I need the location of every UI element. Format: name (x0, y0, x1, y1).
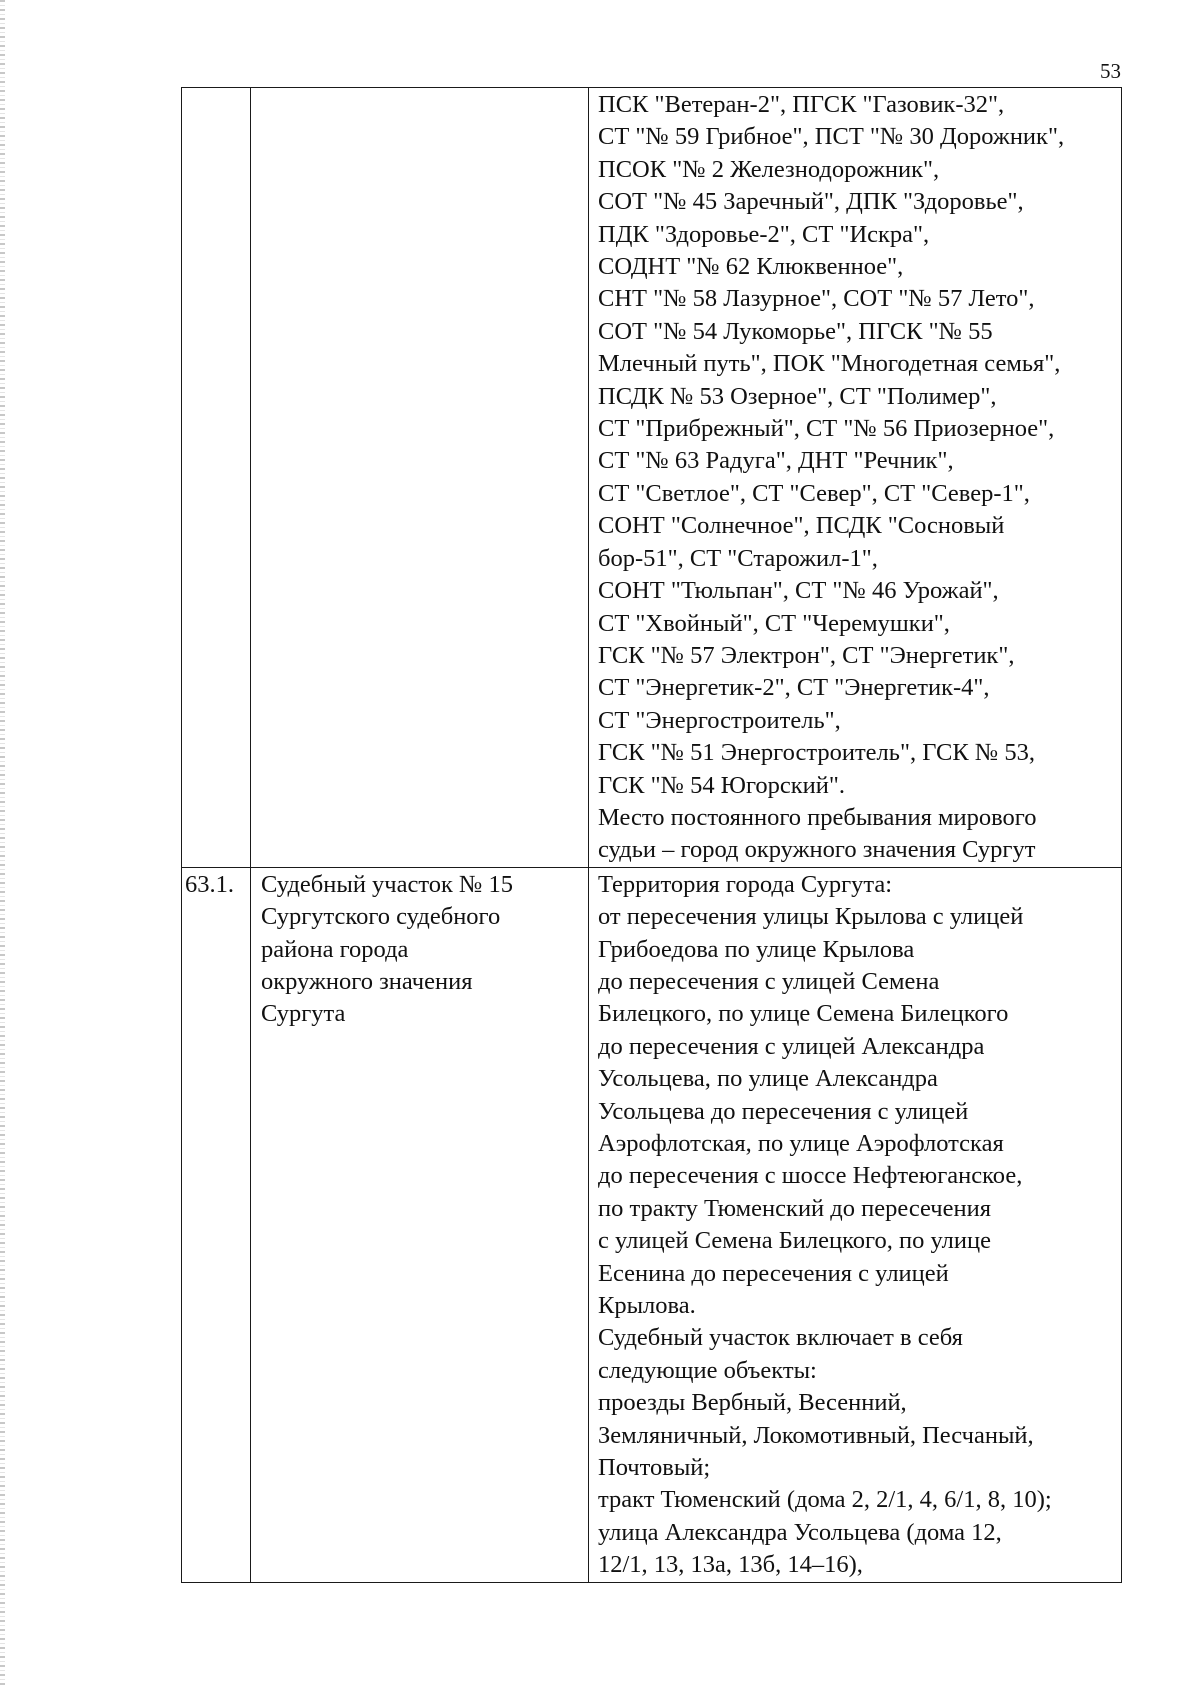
row-number-cell (182, 88, 251, 868)
district-name-line: Сургутского судебного (261, 903, 501, 931)
territory-description-line: тракт Тюменский (дома 2, 2/1, 4, 6/1, 8, 10); (598, 1486, 1052, 1514)
territory-description-line: Усольцева до пересечения с улицей (598, 1097, 969, 1125)
territory-description-line: Судебный участок включает в себя (598, 1324, 963, 1352)
territory-description-line: ГСК "№ 57 Электрон", СТ "Энергетик", (598, 641, 1015, 669)
row-number-cell (182, 867, 251, 1582)
district-name-line: района города (261, 935, 409, 963)
territory-description-line: до пересечения с улицей Семена (598, 967, 940, 995)
territory-description-line: до пересечения с улицей Александра (598, 1032, 985, 1060)
district-name-line: Судебный участок № 15 (261, 870, 514, 898)
territory-description-line: СОДНТ "№ 62 Клюквенное", (598, 253, 904, 281)
territory-description-line: 12/1, 13, 13а, 13б, 14–16), (598, 1551, 863, 1579)
territory-description-line: улица Александра Усольцева (дома 12, (598, 1518, 1002, 1546)
territory-description-line: Крылова. (598, 1292, 696, 1320)
page-number: 53 (1100, 59, 1121, 83)
territory-description-line: СОНТ "Солнечное", ПСДК "Сосновый (598, 512, 1005, 540)
table-body (182, 88, 1122, 1583)
territory-description-line: СОТ "№ 54 Лукоморье", ПГСК "№ 55 (598, 317, 993, 345)
territory-description-line: до пересечения с шоссе Нефтеюганское, (598, 1162, 1023, 1190)
scan-edge-artifact (0, 0, 5, 1685)
territory-description-line: Грибоедова по улице Крылова (598, 935, 915, 963)
territory-description-line: Земляничный, Локомотивный, Песчаный, (598, 1421, 1034, 1449)
territory-description-line: Территория города Сургута: (598, 870, 893, 898)
territory-description-line: СТ "Хвойный", СТ "Черемушки", (598, 609, 950, 637)
territory-description-line: бор-51", СТ "Старожил-1", (598, 544, 878, 572)
territory-description-line: СТ "Прибрежный", СТ "№ 56 Приозерное", (598, 415, 1055, 443)
territory-description-line: ПСДК № 53 Озерное", СТ "Полимер", (598, 382, 997, 410)
territory-description-line: СОТ "№ 45 Заречный", ДПК "Здоровье", (598, 188, 1024, 216)
district-name-line: Сургута (261, 1000, 346, 1028)
territory-description-line: СТ "Энергостроитель", (598, 706, 841, 734)
territory-description-cell (589, 867, 1122, 1582)
territory-description-line: Место постоянного пребывания мирового (598, 803, 1037, 831)
territory-description-line: Билецкого, по улице Семена Билецкого (598, 1000, 1009, 1028)
territory-description-line: СНТ "№ 58 Лазурное", СОТ "№ 57 Лето", (598, 285, 1035, 313)
territory-description-line: СТ "№ 59 Грибное", ПСТ "№ 30 Дорожник", (598, 123, 1065, 151)
territory-description-line: судьи – город окружного значения Сургут (598, 836, 1036, 864)
district-name-cell (251, 88, 589, 868)
territory-description-line: СТ "Светлое", СТ "Север", СТ "Север-1", (598, 479, 1030, 507)
territory-description-line: ПСОК "№ 2 Железнодорожник", (598, 155, 940, 183)
territory-description-line: СОНТ "Тюльпан", СТ "№ 46 Урожай", (598, 577, 999, 605)
territory-description-line: СТ "Энергетик-2", СТ "Энергетик-4", (598, 674, 990, 702)
territory-description-cell (589, 88, 1122, 868)
territory-description-line: Аэрофлотская, по улице Аэрофлотская (598, 1130, 1004, 1157)
row-number: 63.1. (185, 870, 234, 898)
table-row (182, 88, 1122, 868)
territory-description-line: от пересечения улицы Крылова с улицей (598, 903, 1024, 931)
territory-description-line: Почтовый; (598, 1454, 711, 1482)
territory-description-line: СТ "№ 63 Радуга", ДНТ "Речник", (598, 447, 954, 475)
territory-description-line: проезды Вербный, Весенний, (598, 1389, 907, 1417)
district-name-cell (251, 867, 589, 1582)
territory-description-line: Усольцева, по улице Александра (598, 1065, 938, 1093)
district-name-line: окружного значения (261, 967, 473, 995)
territory-description-line: с улицей Семена Билецкого, по улице (598, 1227, 991, 1255)
table-row (182, 867, 1122, 1582)
territory-description-line: ПСК "Ветеран-2", ПГСК "Газовик-32", (598, 91, 1005, 118)
district-table (181, 87, 1122, 1583)
territory-description-line: следующие объекты: (598, 1356, 817, 1384)
territory-description-line: ГСК "№ 51 Энергостроитель", ГСК № 53, (598, 739, 1035, 767)
territory-description-line: ГСК "№ 54 Югорский". (598, 771, 846, 799)
territory-description-line: Млечный путь", ПОК "Многодетная семья", (598, 350, 1061, 378)
territory-description-line: по тракту Тюменский до пересечения (598, 1194, 991, 1222)
territory-description-line: Есенина до пересечения с улицей (598, 1259, 949, 1287)
territory-description-line: ПДК "Здоровье-2", СТ "Искра", (598, 220, 930, 248)
